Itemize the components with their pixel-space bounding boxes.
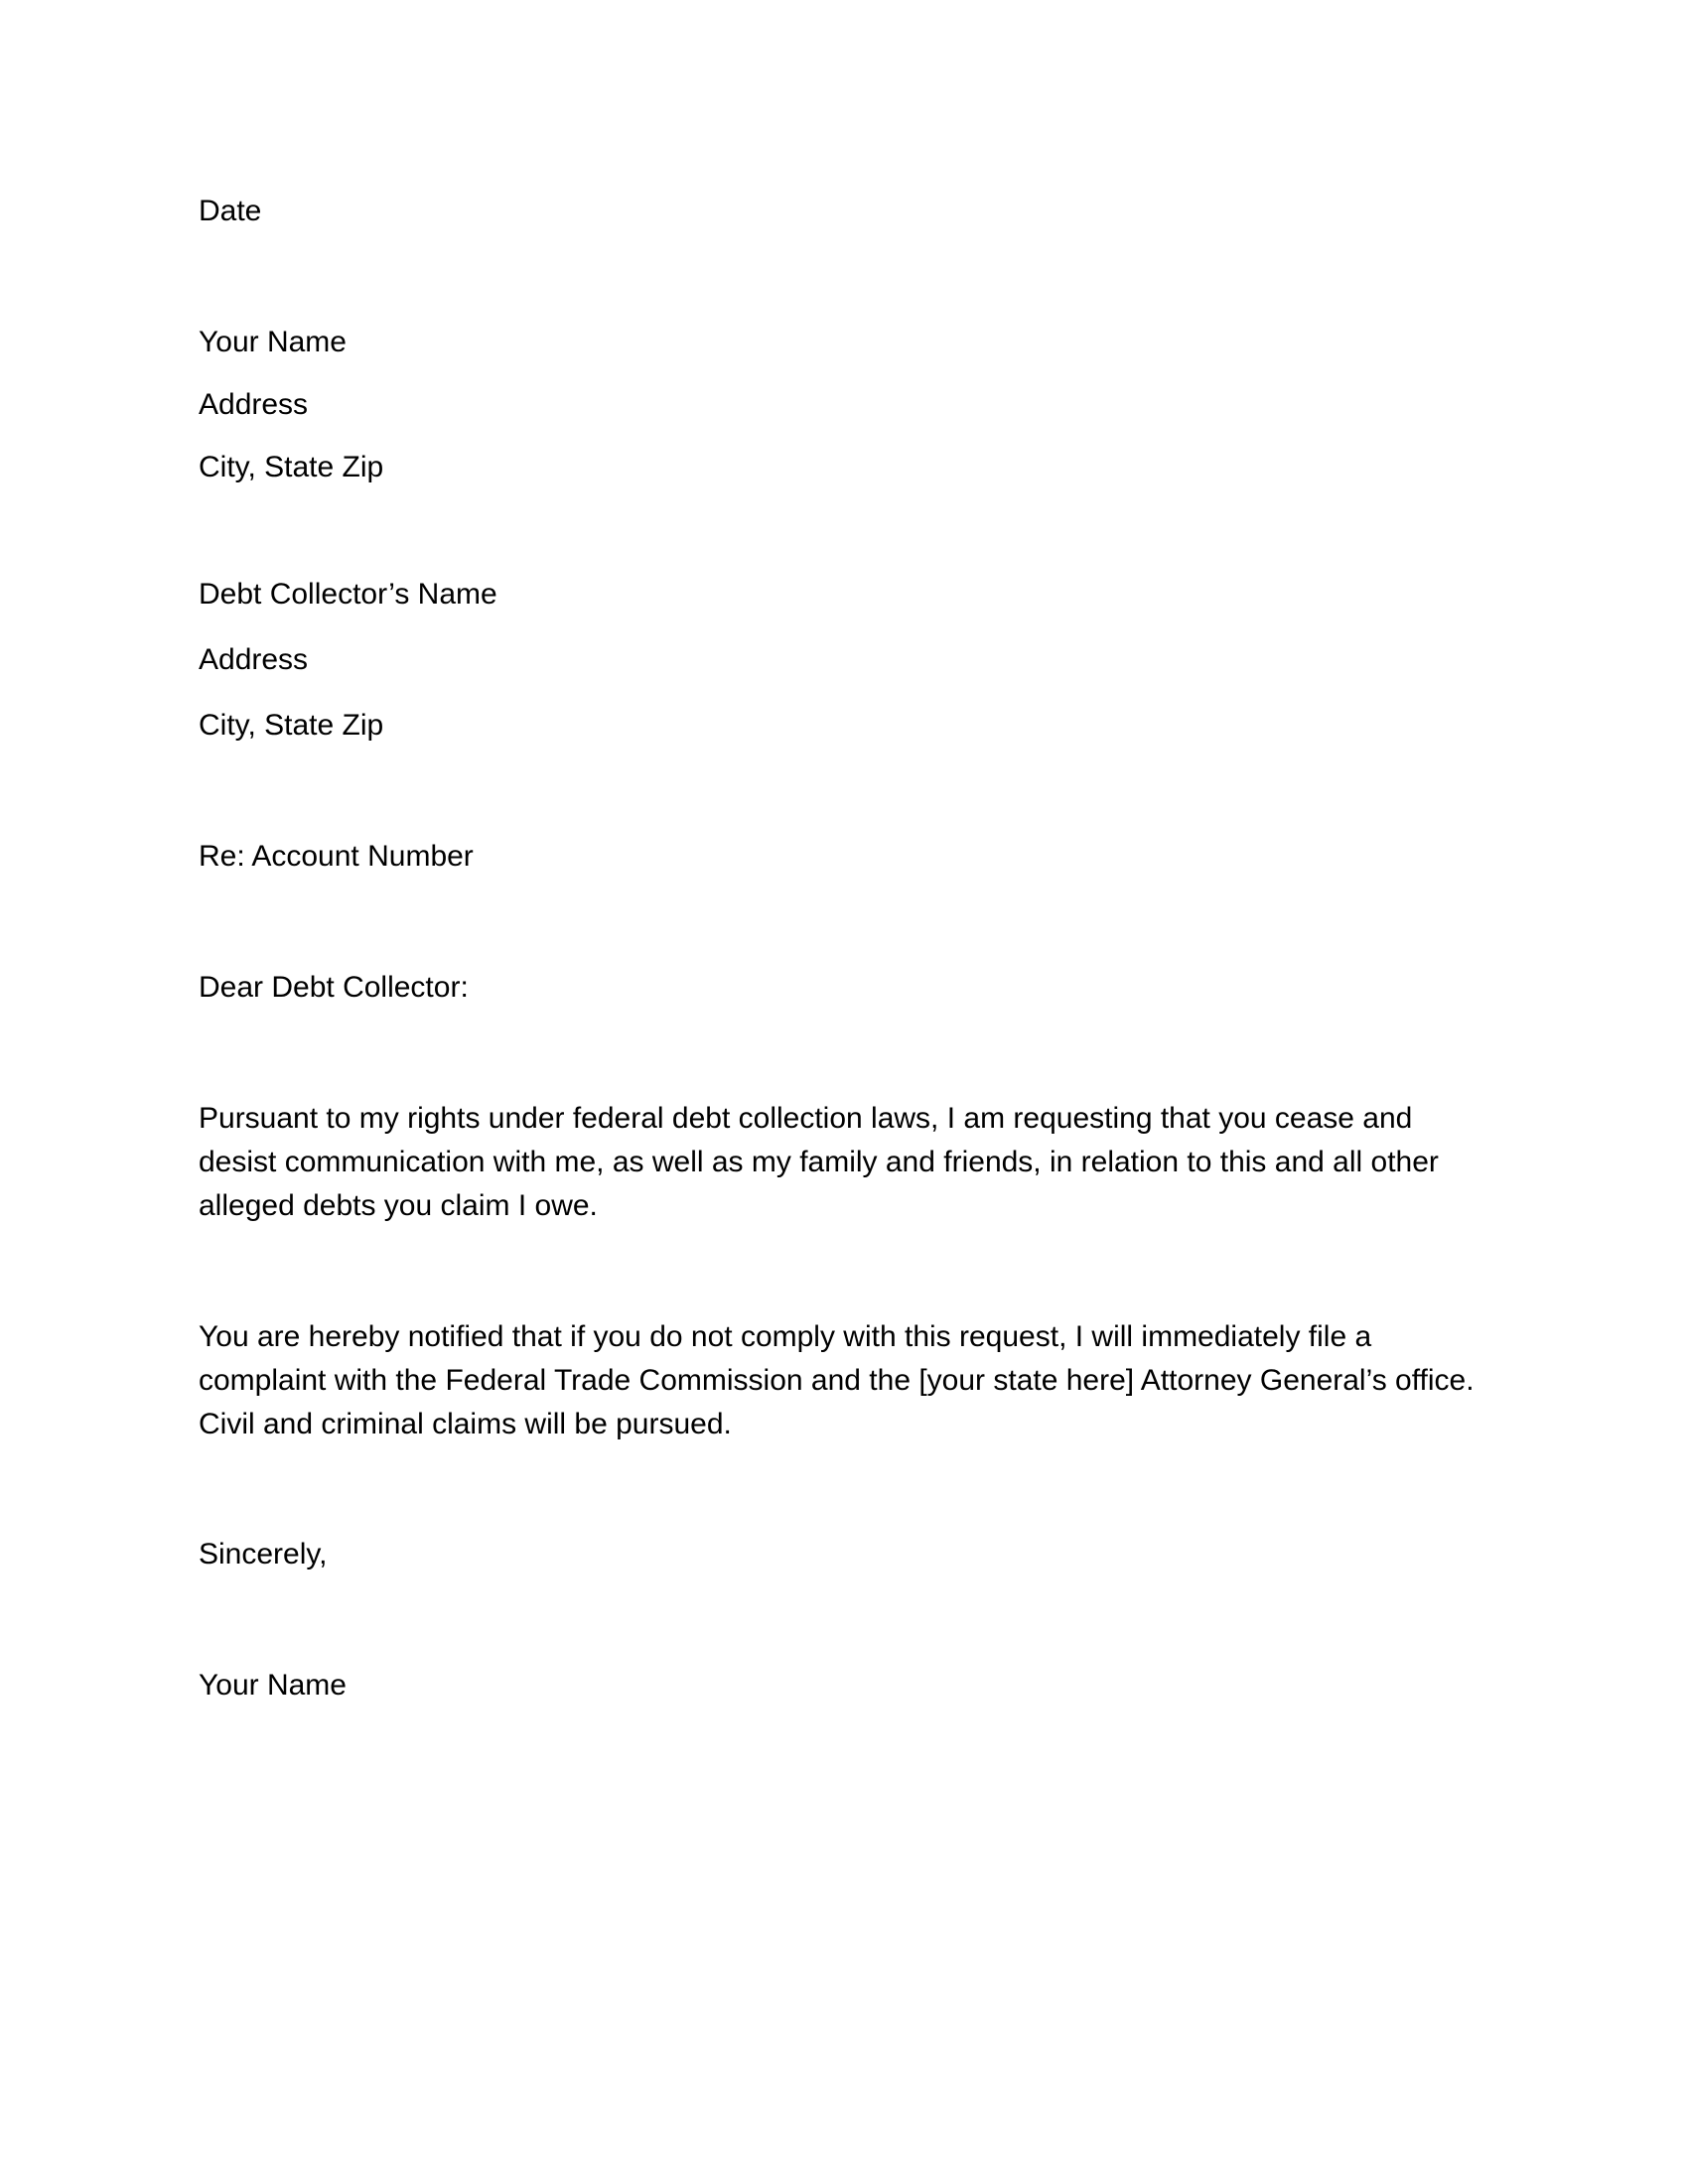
recipient-name: Debt Collector’s Name: [199, 578, 497, 611]
recipient-city-state-zip: City, State Zip: [199, 709, 384, 742]
re-line: Re: Account Number: [199, 840, 474, 873]
sender-name: Your Name: [199, 326, 347, 358]
salutation: Dear Debt Collector:: [199, 971, 469, 1004]
signature-name: Your Name: [199, 1669, 347, 1702]
sender-address: Address: [199, 388, 309, 421]
body-paragraph-1: Pursuant to my rights under federal debt collection laws, I am requesting that you cease and desist communication with me, as well as my family and friends, in relation to this and all other alleged debts you claim I owe.: [199, 1102, 1439, 1222]
sender-city-state-zip: City, State Zip: [199, 451, 384, 483]
date-line: Date: [199, 195, 262, 227]
recipient-address: Address: [199, 643, 309, 676]
body-paragraph-2: You are hereby notified that if you do not comply with this request, I will immediately file a complaint with the Federal Trade Commission and the [your state here] Attorney General’s office. Civil and criminal claims will be pursued.: [199, 1320, 1475, 1440]
closing: Sincerely,: [199, 1538, 328, 1570]
